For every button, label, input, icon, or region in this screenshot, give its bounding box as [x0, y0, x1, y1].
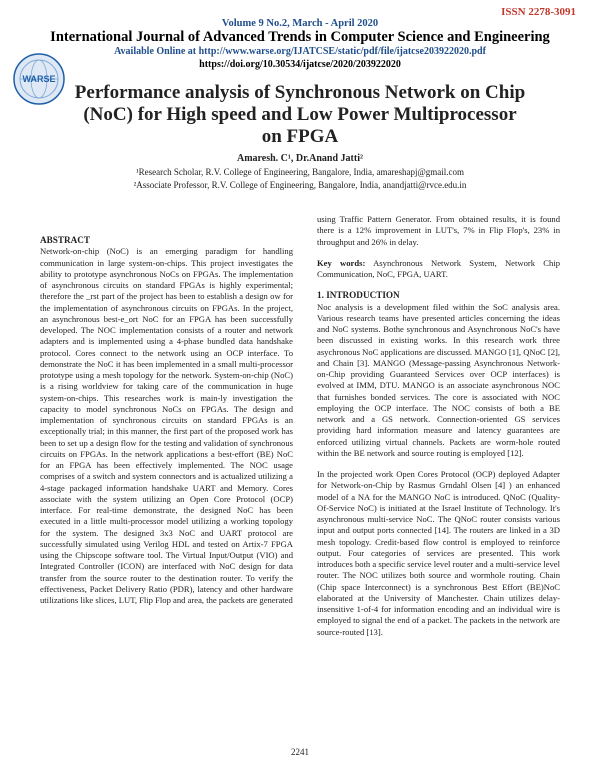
doi-link[interactable]: https://doi.org/10.30534/ijatcse/2020/203922020 [199, 59, 401, 70]
title-line: (NoC) for High speed and Low Power Multiprocessor [83, 104, 517, 125]
available-online-link[interactable]: Available Online at http://www.warse.org/IJATCSE/static/pdf/file/ijatcse203922020.pdf [114, 46, 486, 57]
abstract-body: Network-on-chip (NoC) is an emerging paradigm for handling communication in large system-on-chips. This project investigates the ability to prototype asynchronous NoCs on FPGAs. The implementation of asynchronous circuits on standard FPGAs is highly experimental; therefore the _rst part of the project has been to establish a design ow for the implementation of asynchronous circuits on FPGAs. In the project, an asynchronous best-e_ort NoC for an FPGA has been successfully developed. The NOC implementation consists of a router and network adapters and is implemented using a 4-phase bundled data handshake protocol. Cores connect to the network using an OCP interface. To demonstrate the NoC it has been implemented in a small multi-processor prototype using a mesh topology for the network. System-on-chip (NoC) is a rising worldview for taking care of the communication in huge system-on-chips. This researches work is main-ly investigation the capacity to model synchronous NoCs on FPGAs. The design and implementation of synchronous circuits on standard FPGAs is an exceptionally trial; in this manner, the first part of the proposed work has been to set up a design flow for the testing and validation of synchronous circuits on FPGAs. In the network applications a best-effort (BE) NoC for an FPGA has been effectively implemented. The NOC usage comprises of a switch and system connectors and is actualized utilizing a 4-stage packaged information handshake UART and Memory. Cores associate with the system utilizing an Open Core Protocol (OCP) interface. For real-time demonstrate, the designed NoC has been executed in a little multi-processor model utilizing a working topology for the system. The designed 3x3 NoC and UART protocol are successfully simulated using Verilog HDL and tested on Artix-7 FPGA using the Chipscope software tool. The Virtual Input/Output (VIO) and Integrated Controller (ICON) are interfaced with NoC design for data transfer from the source router to the destination router. To verify the effectiveness, Packet Delivery Ratio (PDR), latency and other hardware utilizations like slices, LUT, Flip Flop and area, the packets are generated [40, 246, 293, 605]
introduction-heading: 1. INTRODUCTION [317, 290, 400, 301]
left-column [40, 235, 293, 606]
keywords [317, 258, 560, 281]
keywords-text: Asynchronous Network System, Network Chip Communication, NoC, FPGA, UART. [317, 257, 560, 279]
title-line: Performance analysis of Synchronous Network on Chip [74, 82, 526, 103]
journal-title: International Journal of Advanced Trends in Computer Science and Engineering [50, 29, 550, 45]
title-line: on FPGA [261, 126, 339, 147]
abstract-heading: ABSTRACT [40, 235, 91, 245]
right-column [317, 214, 560, 638]
intro-paragraph-1: Noc analysis is a development filed within the SoC analysis area. Various research teams have presented articles concerning the ideas and NoC systems. Bothe synchronous and Asynchronous NoC's have been discussed in existing works. In this research work three asychronous NoC applications are discussed. MANGO [1], QNoC [2], and Chain [3]. MANGO (Message-passing Asynchronous Network-on-Chip providing Guaranteed Services over OCP interfaces) is evolved at IMM, DTU. MANGO is an associate asynchronous NOC that furnishes bonded services. The core is associated with NOC employing the OCP interface. The NOC consists of both a BE network and a GS network. Connection-oriented GS services providing hard information measure and latency guarantees are enforced utilizing virtual channels. Packets are worm-hole routed within the BE network and source routing is employed [12]. [317, 301, 560, 458]
paper-title [70, 82, 530, 148]
abstract-continuation: using Traffic Pattern Generator. From obtained results, it is found there is a 12% improvement in LUT's, 7% in Flip Flop's, 23% in throughput and 26% in delay. [317, 214, 560, 247]
page-number: 2241 [291, 747, 309, 757]
keywords-label: Key words: [317, 257, 366, 268]
logo-text: WARSE [22, 74, 56, 84]
intro-paragraph-2: In the projected work Open Cores Protocol (OCP) deployed Adapter for Network-on-Chip by Rasmus Grndahl Olsen [4] ) an enhanced model of a NA for the MANGO NoC is introduced. QNoC (Quality-Of-Service NoC) is initiated at the Israel Institute of Technology. It's asynchronous multi-service NoC. The QNoC router consists various input and output ports connected [14]. The routers are linked in a 3D mesh topology. Credit-based flow control is employed to reinforce output. Four categories of services are presented. This work introduces both a specific service level router and a multi-service level router. The NOC utilizes both source and wormhole routing. Chain (Chip space Interconnect) is a synchronous Best Effort (BE)NoC elaborated at the University of Manchester. Chain utilizes delay-insensitive 1-of-4 for information encoding and an individual wire is employed to signal the end of a packet. The packets in the network are source-routed [13]. [317, 469, 560, 637]
affiliation-1: ¹Research Scholar, R.V. College of Engineering, Bangalore, India, amareshapj@gmail.com [135, 167, 465, 177]
volume-info: Volume 9 No.2, March - April 2020 [221, 18, 379, 29]
affiliation-2: ²Associate Professor, R.V. College of Engineering, Bangalore, India, anandjatti@rvce.edu.in [133, 180, 467, 190]
issn-label: ISSN 2278-3091 [501, 6, 576, 18]
authors: Amaresh. C¹, Dr.Anand Jatti² [236, 153, 363, 164]
